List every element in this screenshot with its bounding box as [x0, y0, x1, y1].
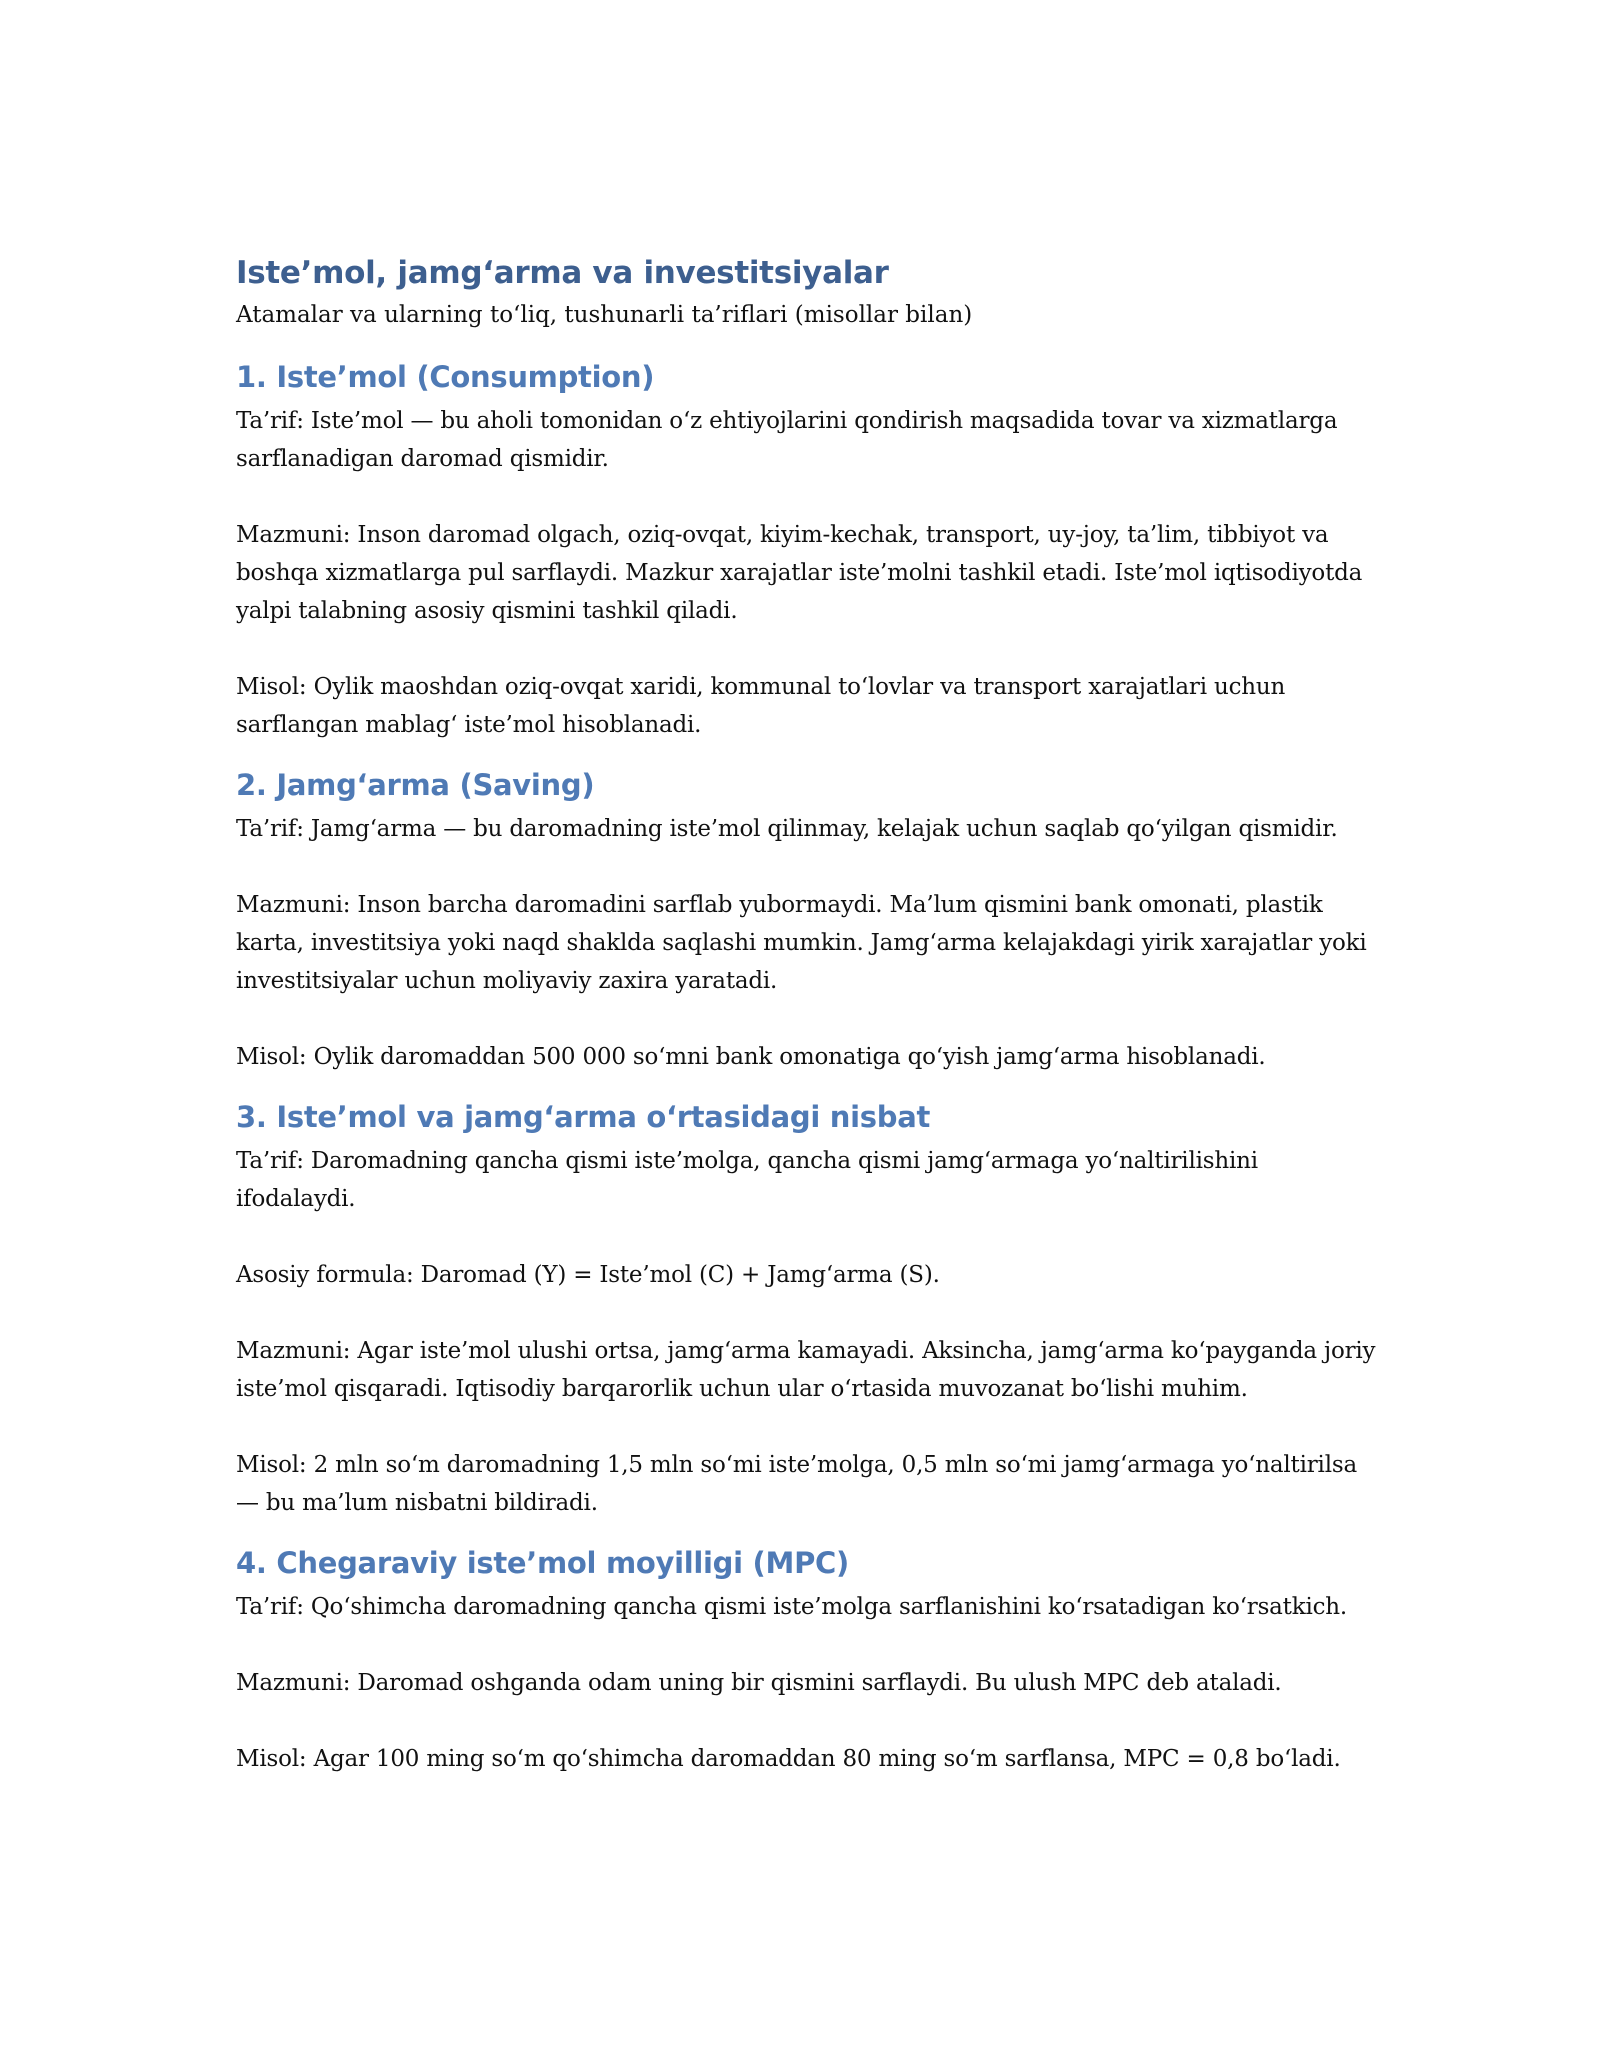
formula-paragraph: Asosiy formula: Daromad (Y) = Iste’mol (C) + Jamg‘arma (S).: [236, 1262, 940, 1288]
meaning-paragraph: Mazmuni: Inson daromad olgach, oziq-ovqat, kiyim-kechak, transport, uy-joy, ta’lim, tibbiyot va boshqa xizmatlarga pul sarflaydi. Mazkur xarajatlar iste’molni tashkil etadi. Iste’mol iqtisodiyotda yalpi talabning asosiy qismini tashkil qiladi.: [236, 522, 1363, 624]
section-ratio: [236, 1092, 1381, 1522]
meaning-paragraph: Mazmuni: Inson barcha daromadini sarflab yubormaydi. Ma’lum qismini bank omonati, plastik karta, investitsiya yoki naqd shaklda saqlashi mumkin. Jamg‘arma kelajakdagi yirik xarajatlar yoki investitsiyalar uchun moliyaviy zaxira yaratadi.: [236, 892, 1367, 994]
section-heading: 1. Iste’mol (Consumption): [236, 360, 655, 394]
example-paragraph: Misol: 2 mln so‘m daromadning 1,5 mln so‘mi iste’molga, 0,5 mln so‘mi jamg‘armaga yo‘naltirilsa — bu ma’lum nisbatni bildiradi.: [236, 1452, 1357, 1516]
section-mpc: [236, 1538, 1381, 1778]
definition-paragraph: Ta’rif: Iste’mol — bu aholi tomonidan o‘z ehtiyojlarini qondirish maqsadida tovar va xizmatlarga sarflanadigan daromad qismidir.: [236, 408, 1338, 472]
example-paragraph: Misol: Agar 100 ming so‘m qo‘shimcha daromaddan 80 ming so‘m sarflansa, MPC = 0,8 bo‘ladi.: [236, 1746, 1341, 1772]
document-page: [236, 250, 1381, 1794]
section-heading: 4. Chegaraviy iste’mol moyilligi (MPC): [236, 1546, 849, 1580]
definition-paragraph: Ta’rif: Jamg‘arma — bu daromadning iste’mol qilinmay, kelajak uchun saqlab qo‘yilgan qismidir.: [236, 816, 1338, 842]
meaning-paragraph: Mazmuni: Daromad oshganda odam uning bir qismini sarflaydi. Bu ulush MPC deb ataladi.: [236, 1670, 1282, 1696]
definition-paragraph: Ta’rif: Daromadning qancha qismi iste’molga, qancha qismi jamg‘armaga yo‘naltirilishini ifodalaydi.: [236, 1148, 1258, 1212]
example-paragraph: Misol: Oylik maoshdan oziq-ovqat xaridi, kommunal to‘lovlar va transport xarajatlari uchun sarflangan mablag‘ iste’mol hisoblanadi.: [236, 674, 1286, 738]
meaning-paragraph: Mazmuni: Agar iste’mol ulushi ortsa, jamg‘arma kamayadi. Aksincha, jamg‘arma ko‘payganda joriy iste’mol qisqaradi. Iqtisodiy barqarorlik uchun ular o‘rtasida muvozanat bo‘lishi muhim.: [236, 1338, 1376, 1402]
section-heading: 2. Jamg‘arma (Saving): [236, 768, 595, 802]
example-paragraph: Misol: Oylik daromaddan 500 000 so‘mni bank omonatiga qo‘yish jamg‘arma hisoblanadi.: [236, 1044, 1266, 1070]
section-consumption: [236, 352, 1381, 744]
section-saving: [236, 760, 1381, 1076]
definition-paragraph: Ta’rif: Qo‘shimcha daromadning qancha qismi iste’molga sarflanishini ko‘rsatadigan ko‘rsatkich.: [236, 1594, 1348, 1620]
document-subtitle: Atamalar va ularning to‘liq, tushunarli ta’riflari (misollar bilan): [236, 302, 973, 328]
document-title: Iste’mol, jamg‘arma va investitsiyalar: [236, 255, 889, 291]
section-heading: 3. Iste’mol va jamg‘arma o‘rtasidagi nisbat: [236, 1100, 931, 1134]
